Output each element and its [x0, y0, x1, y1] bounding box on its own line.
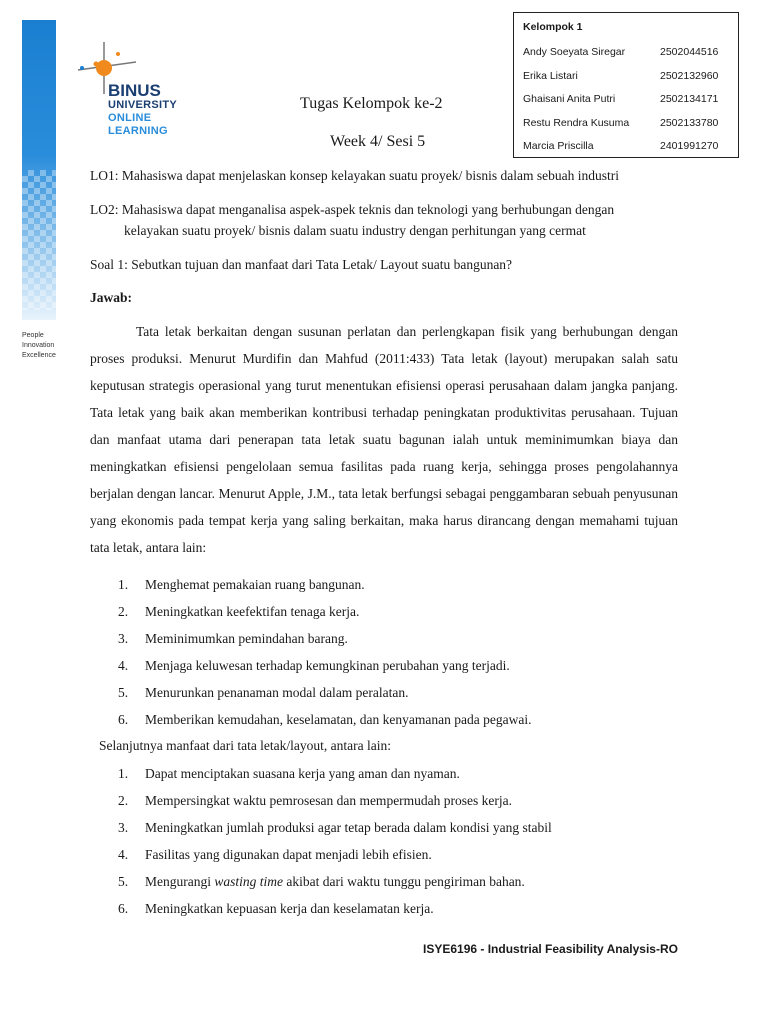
- group-members-box: [513, 12, 739, 158]
- question-text: Soal 1: Sebutkan tujuan dan manfaat dari Tata Letak/ Layout suatu bangunan?: [90, 257, 513, 272]
- member-name: Marcia Priscilla: [523, 140, 594, 152]
- member-name: Erika Listari: [523, 69, 578, 82]
- list-item: 2. Meningkatkan keefektifan tenaga kerja.: [118, 598, 531, 625]
- benefits-intro: Selanjutnya manfaat dari tata letak/layout, antara lain:: [99, 738, 392, 753]
- list-item: 5. Mengurangi wasting time akibat dari waktu tunggu pengiriman bahan.: [118, 868, 552, 895]
- footer-course-code: ISYE6196 - Industrial Feasibility Analysis-RO: [423, 942, 678, 956]
- benefits-list: [118, 760, 552, 922]
- benefit-text: Fasilitas yang digunakan dapat menjadi lebih efisien.: [145, 847, 432, 862]
- member-name: Restu Rendra Kusuma: [523, 116, 630, 129]
- list-item: 6. Meningkatkan kepuasan kerja dan keselamatan kerja.: [118, 895, 552, 922]
- list-item: 1. Dapat menciptakan suasana kerja yang aman dan nyaman.: [118, 760, 552, 787]
- page-subtitle: Week 4/ Sesi 5: [330, 133, 426, 150]
- benefit-suffix: akibat dari waktu tunggu pengiriman bahan.: [283, 874, 525, 889]
- answer-paragraph: [90, 318, 678, 561]
- member-row: [523, 41, 738, 65]
- member-row: [523, 135, 738, 159]
- member-name: Andy Soeyata Siregar: [523, 46, 626, 58]
- logo-online: ONLINE: [108, 112, 152, 124]
- logo-learning: LEARNING: [108, 125, 168, 137]
- list-item: 2. Mempersingkat waktu pemrosesan dan mempermudah proses kerja.: [118, 787, 552, 814]
- group-heading: Kelompok 1: [523, 21, 583, 33]
- learning-objective-2-line2: kelayakan suatu proyek/ bisnis dalam suatu industry dengan perhitungan yang cermat: [124, 223, 586, 238]
- answer-paragraph-text: Tata letak berkaitan dengan susunan perlatan dan perlengkapan fisik yang berhubungan dengan proses produksi. Menurut Murdifin dan Mahfud (2011:433) Tata letak (layout) merupakan salah satu keputusan strategis operasional yang turut menentukan efisiensi operasi perusahaan dalam jangka panjang. Tata letak yang baik akan memberikan kontribusi terhadap peningkatan produktivitas perusahaan. Tujuan dan manfaat utama dari penerapan tata letak suatu bagunan ialah untuk meminimumkan biaya dan meningkatkan efisiensi pengelolaan semua fasilitas pada ruang kerja, sehingga proses pengolahannya berjalan dengan lancar. Menurut Apple, J.M., tata letak berfungsi sebagai penggambaran sebuah penyusunan yang ekonomis pada tempat kerja yang saling berkaitan, maka harus dirancang dengan memahami tujuan tata letak, antara lain:: [90, 324, 678, 555]
- benefit-text: Dapat menciptakan suasana kerja yang aman dan nyaman.: [145, 766, 460, 781]
- goal-text: Menurunkan penanaman modal dalam peralatan.: [145, 685, 409, 700]
- member-id: 2502133780: [660, 116, 719, 129]
- list-item: 4. Fasilitas yang digunakan dapat menjadi lebih efisien.: [118, 841, 552, 868]
- list-item: 3. Meningkatkan jumlah produksi agar tetap berada dalam kondisi yang stabil: [118, 814, 552, 841]
- goal-text: Menghemat pemakaian ruang bangunan.: [145, 577, 365, 592]
- learning-objective-1: LO1: Mahasiswa dapat menjelaskan konsep kelayakan suatu proyek/ bisnis dalam sebuah industri: [90, 168, 619, 183]
- tagline: [22, 331, 82, 361]
- list-item: 1. Menghemat pemakaian ruang bangunan.: [118, 571, 531, 598]
- answer-label: Jawab:: [90, 290, 133, 305]
- goal-text: Memberikan kemudahan, keselamatan, dan kenyamanan pada pegawai.: [145, 712, 532, 727]
- goals-list: [118, 571, 531, 733]
- tagline-people: People: [22, 332, 44, 339]
- benefit-prefix: Mengurangi: [145, 874, 215, 889]
- benefit-text: Meningkatkan jumlah produksi agar tetap berada dalam kondisi yang stabil: [145, 820, 552, 835]
- member-id: 2502134171: [660, 93, 719, 105]
- learning-objective-2-line1: LO2: Mahasiswa dapat menganalisa aspek-aspek teknis dan teknologi yang berhubungan dengan: [90, 202, 615, 217]
- member-id: 2502132960: [660, 69, 719, 82]
- benefit-text: Mempersingkat waktu pemrosesan dan mempermudah proses kerja.: [145, 793, 513, 808]
- page-title: Tugas Kelompok ke-2: [300, 95, 443, 112]
- member-row: [523, 88, 738, 112]
- list-item: 5. Menurunkan penanaman modal dalam peralatan.: [118, 679, 531, 706]
- member-row: [523, 65, 738, 89]
- member-name: Ghaisani Anita Putri: [523, 93, 616, 105]
- logo-wordmark: [108, 82, 177, 138]
- list-item: 4. Menjaga keluwesan terhadap kemungkinan perubahan yang terjadi.: [118, 652, 531, 679]
- goal-text: Menjaga keluwesan terhadap kemungkinan perubahan yang terjadi.: [145, 658, 510, 673]
- tagline-excellence: Excellence: [22, 352, 56, 359]
- goal-text: Meminimumkan pemindahan barang.: [145, 631, 348, 646]
- member-id: 2502044516: [660, 46, 719, 58]
- benefit-italic: wasting time: [214, 874, 283, 889]
- logo-binus: BINUS: [108, 81, 161, 100]
- sidebar-pattern: [22, 170, 56, 310]
- goal-text: Meningkatkan keefektifan tenaga kerja.: [145, 604, 360, 619]
- member-row: [523, 112, 738, 136]
- benefit-text: [145, 868, 525, 895]
- benefit-text: Meningkatkan kepuasan kerja dan keselamatan kerja.: [145, 901, 434, 916]
- list-item: 3. Meminimumkan pemindahan barang.: [118, 625, 531, 652]
- list-item: 6. Memberikan kemudahan, keselamatan, dan kenyamanan pada pegawai.: [118, 706, 531, 733]
- logo-university: UNIVERSITY: [108, 99, 178, 111]
- member-id: 2401991270: [660, 140, 719, 152]
- tagline-innovation: Innovation: [22, 342, 55, 349]
